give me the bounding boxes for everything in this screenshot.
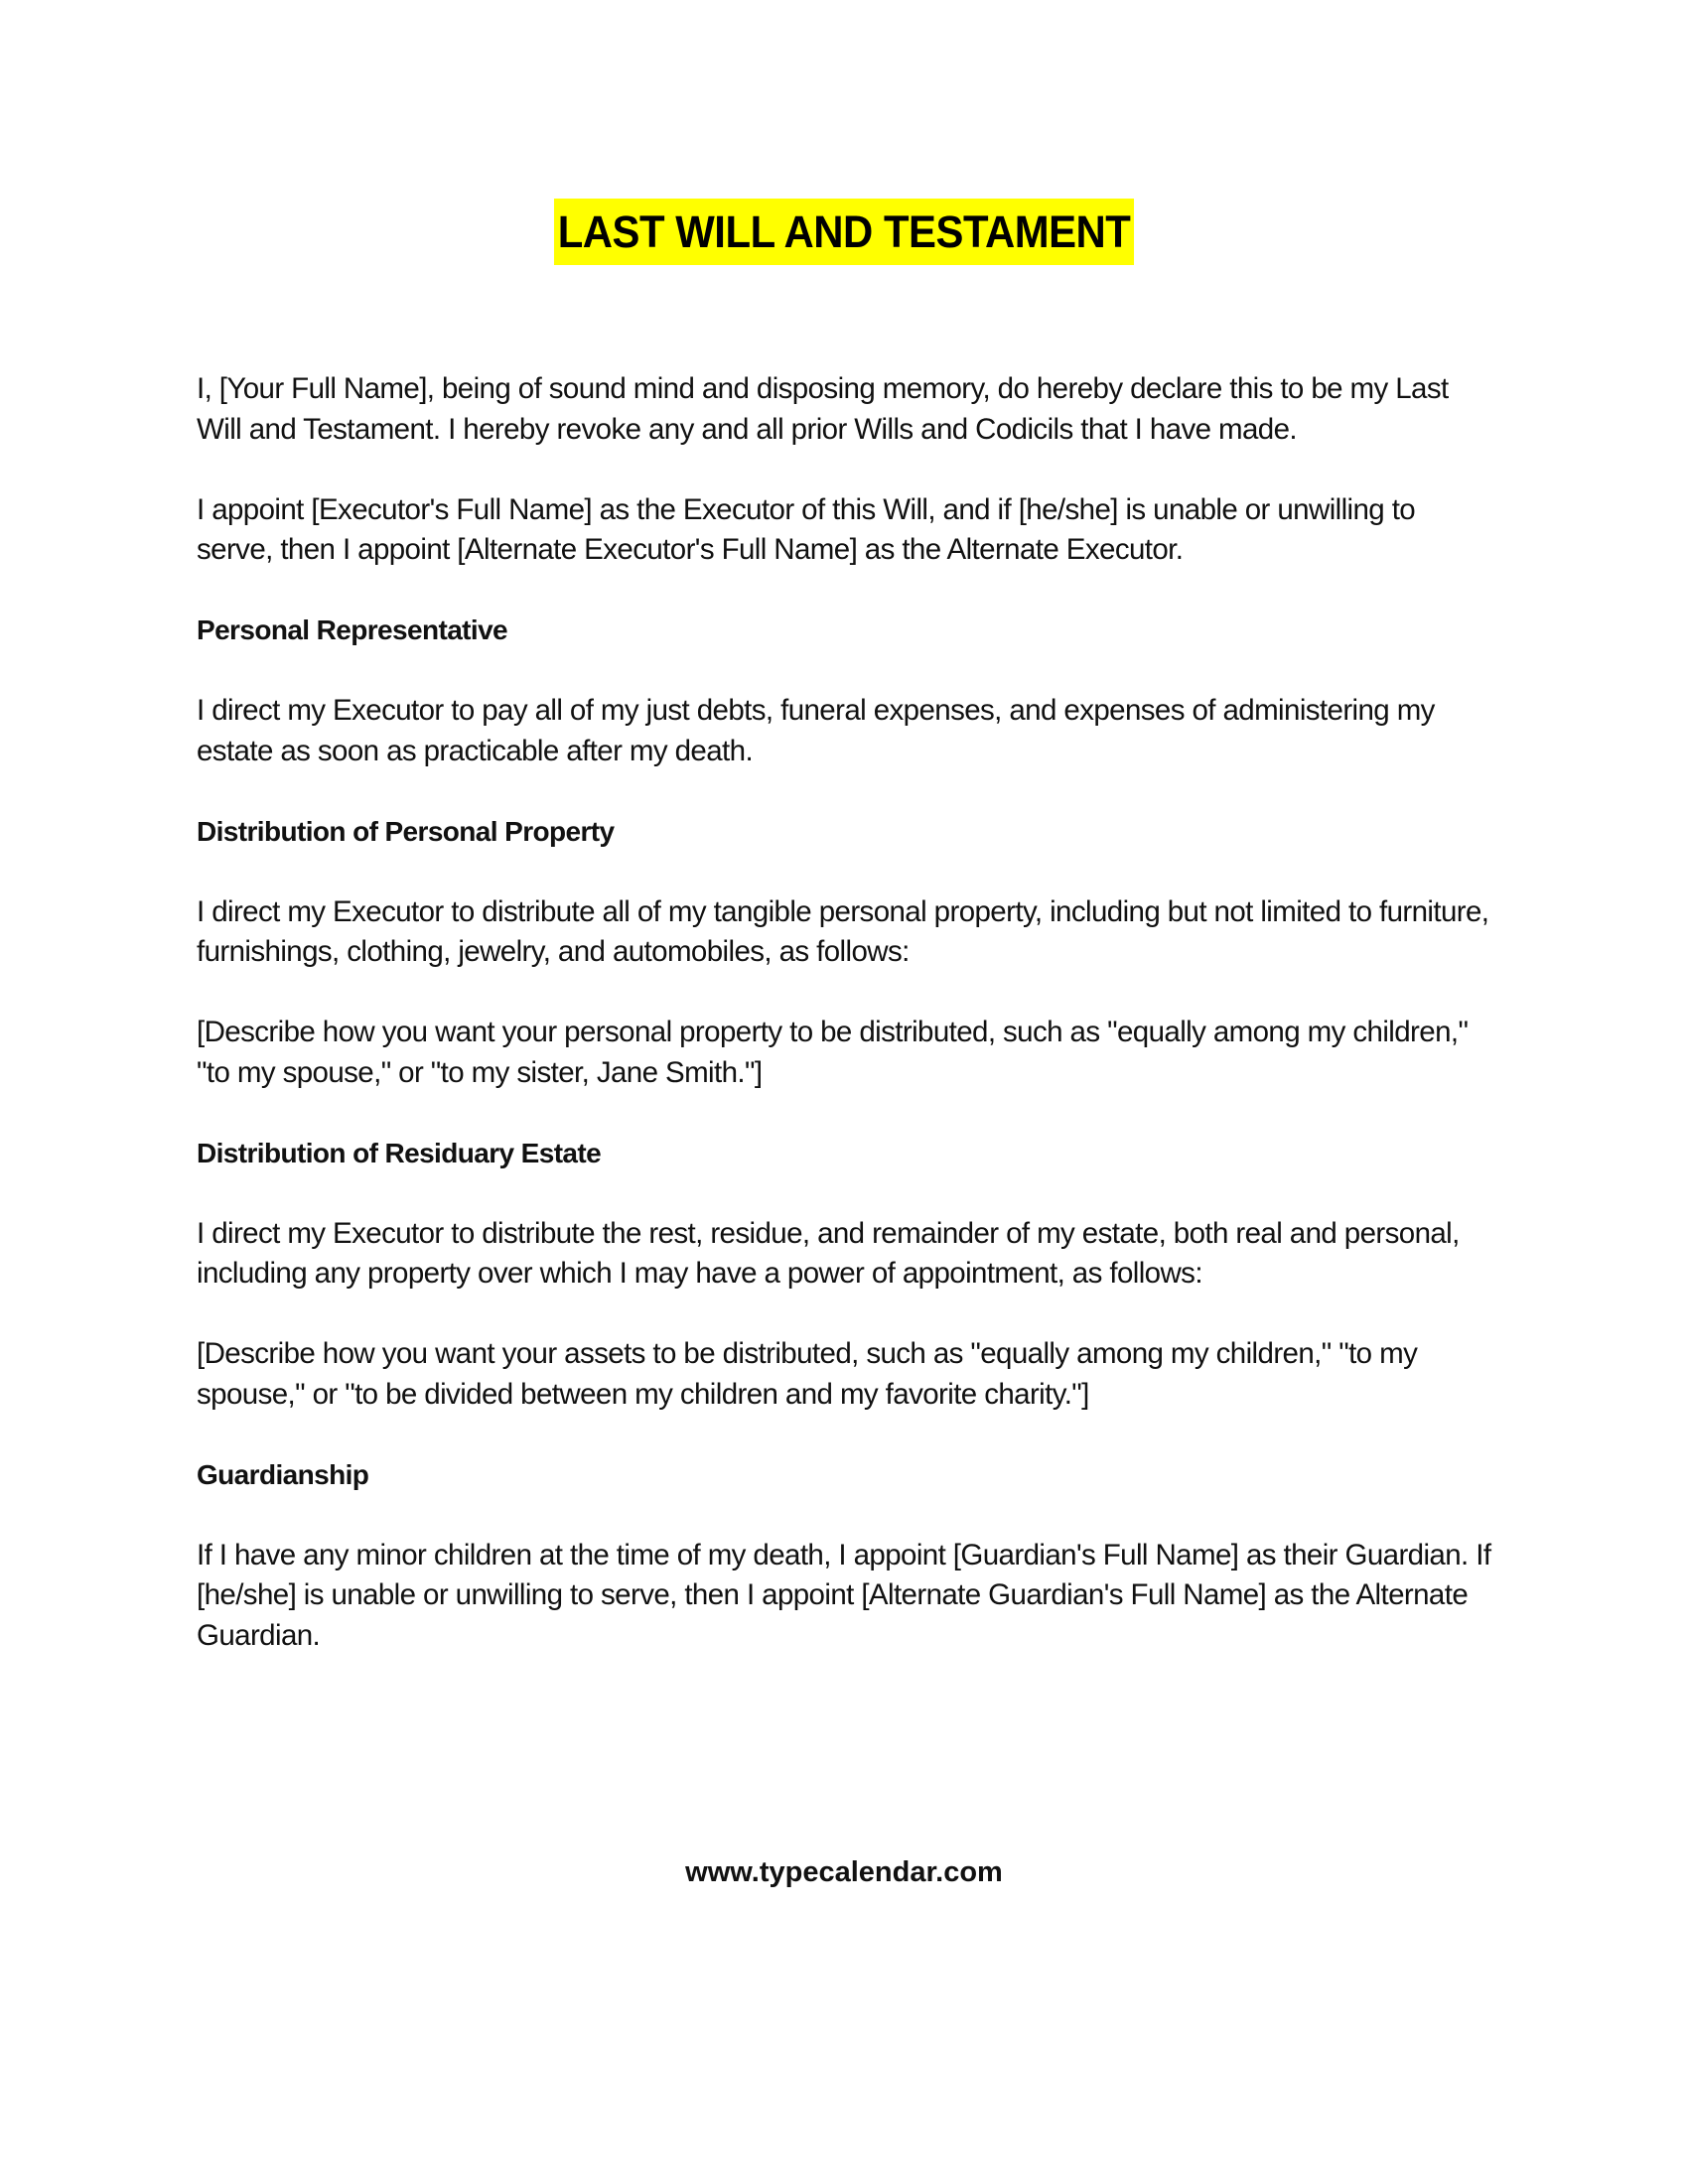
guardianship-paragraph: If I have any minor children at the time of my death, I appoint [Guardian's Full Name] as their Guardian. If [he/she] is unable or unwilling to serve, then I appoint [Alternate Guardian's Full Name] as the Alternate Guardian. bbox=[197, 1538, 1491, 1652]
executor-paragraph: I appoint [Executor's Full Name] as the Executor of this Will, and if [he/she] is unable or unwilling to serve, then I appoint [Alternate Executor's Full Name] as the Alternate Executor. bbox=[197, 492, 1416, 566]
personal-property-instructions: [Describe how you want your personal property to be distributed, such as "equally among my children," "to my spouse," or "to my sister, Jane Smith."] bbox=[197, 1016, 1469, 1089]
title-container bbox=[0, 199, 1688, 265]
heading-personal-representative: Personal Representative bbox=[197, 614, 508, 645]
residuary-estate-instructions: [Describe how you want your assets to be distributed, such as "equally among my children," "to my spouse," or "to be divided between my children and my favorite charity."] bbox=[197, 1337, 1418, 1411]
intro-paragraph: I, [Your Full Name], being of sound mind and disposing memory, do hereby declare this to be my Last Will and Testament. I hereby revoke any and all prior Wills and Codicils that I have made. bbox=[197, 372, 1449, 446]
heading-guardianship: Guardianship bbox=[197, 1458, 369, 1490]
personal-property-paragraph: I direct my Executor to distribute all of my tangible personal property, including but not limited to furniture, furnishings, clothing, jewelry, and automobiles, as follows: bbox=[197, 894, 1489, 968]
heading-distribution-residuary-estate: Distribution of Residuary Estate bbox=[197, 1137, 602, 1168]
document-title: LAST WILL AND TESTAMENT bbox=[554, 199, 1134, 265]
document-body bbox=[197, 369, 1497, 1697]
residuary-estate-paragraph: I direct my Executor to distribute the rest, residue, and remainder of my estate, both real and personal, including any property over which I may have a power of appointment, as follows: bbox=[197, 1216, 1460, 1290]
personal-representative-paragraph: I direct my Executor to pay all of my just debts, funeral expenses, and expenses of administering my estate as soon as practicable after my death. bbox=[197, 694, 1435, 767]
footer-website: www.typecalendar.com bbox=[685, 1856, 1003, 1888]
heading-distribution-personal-property: Distribution of Personal Property bbox=[197, 815, 615, 847]
